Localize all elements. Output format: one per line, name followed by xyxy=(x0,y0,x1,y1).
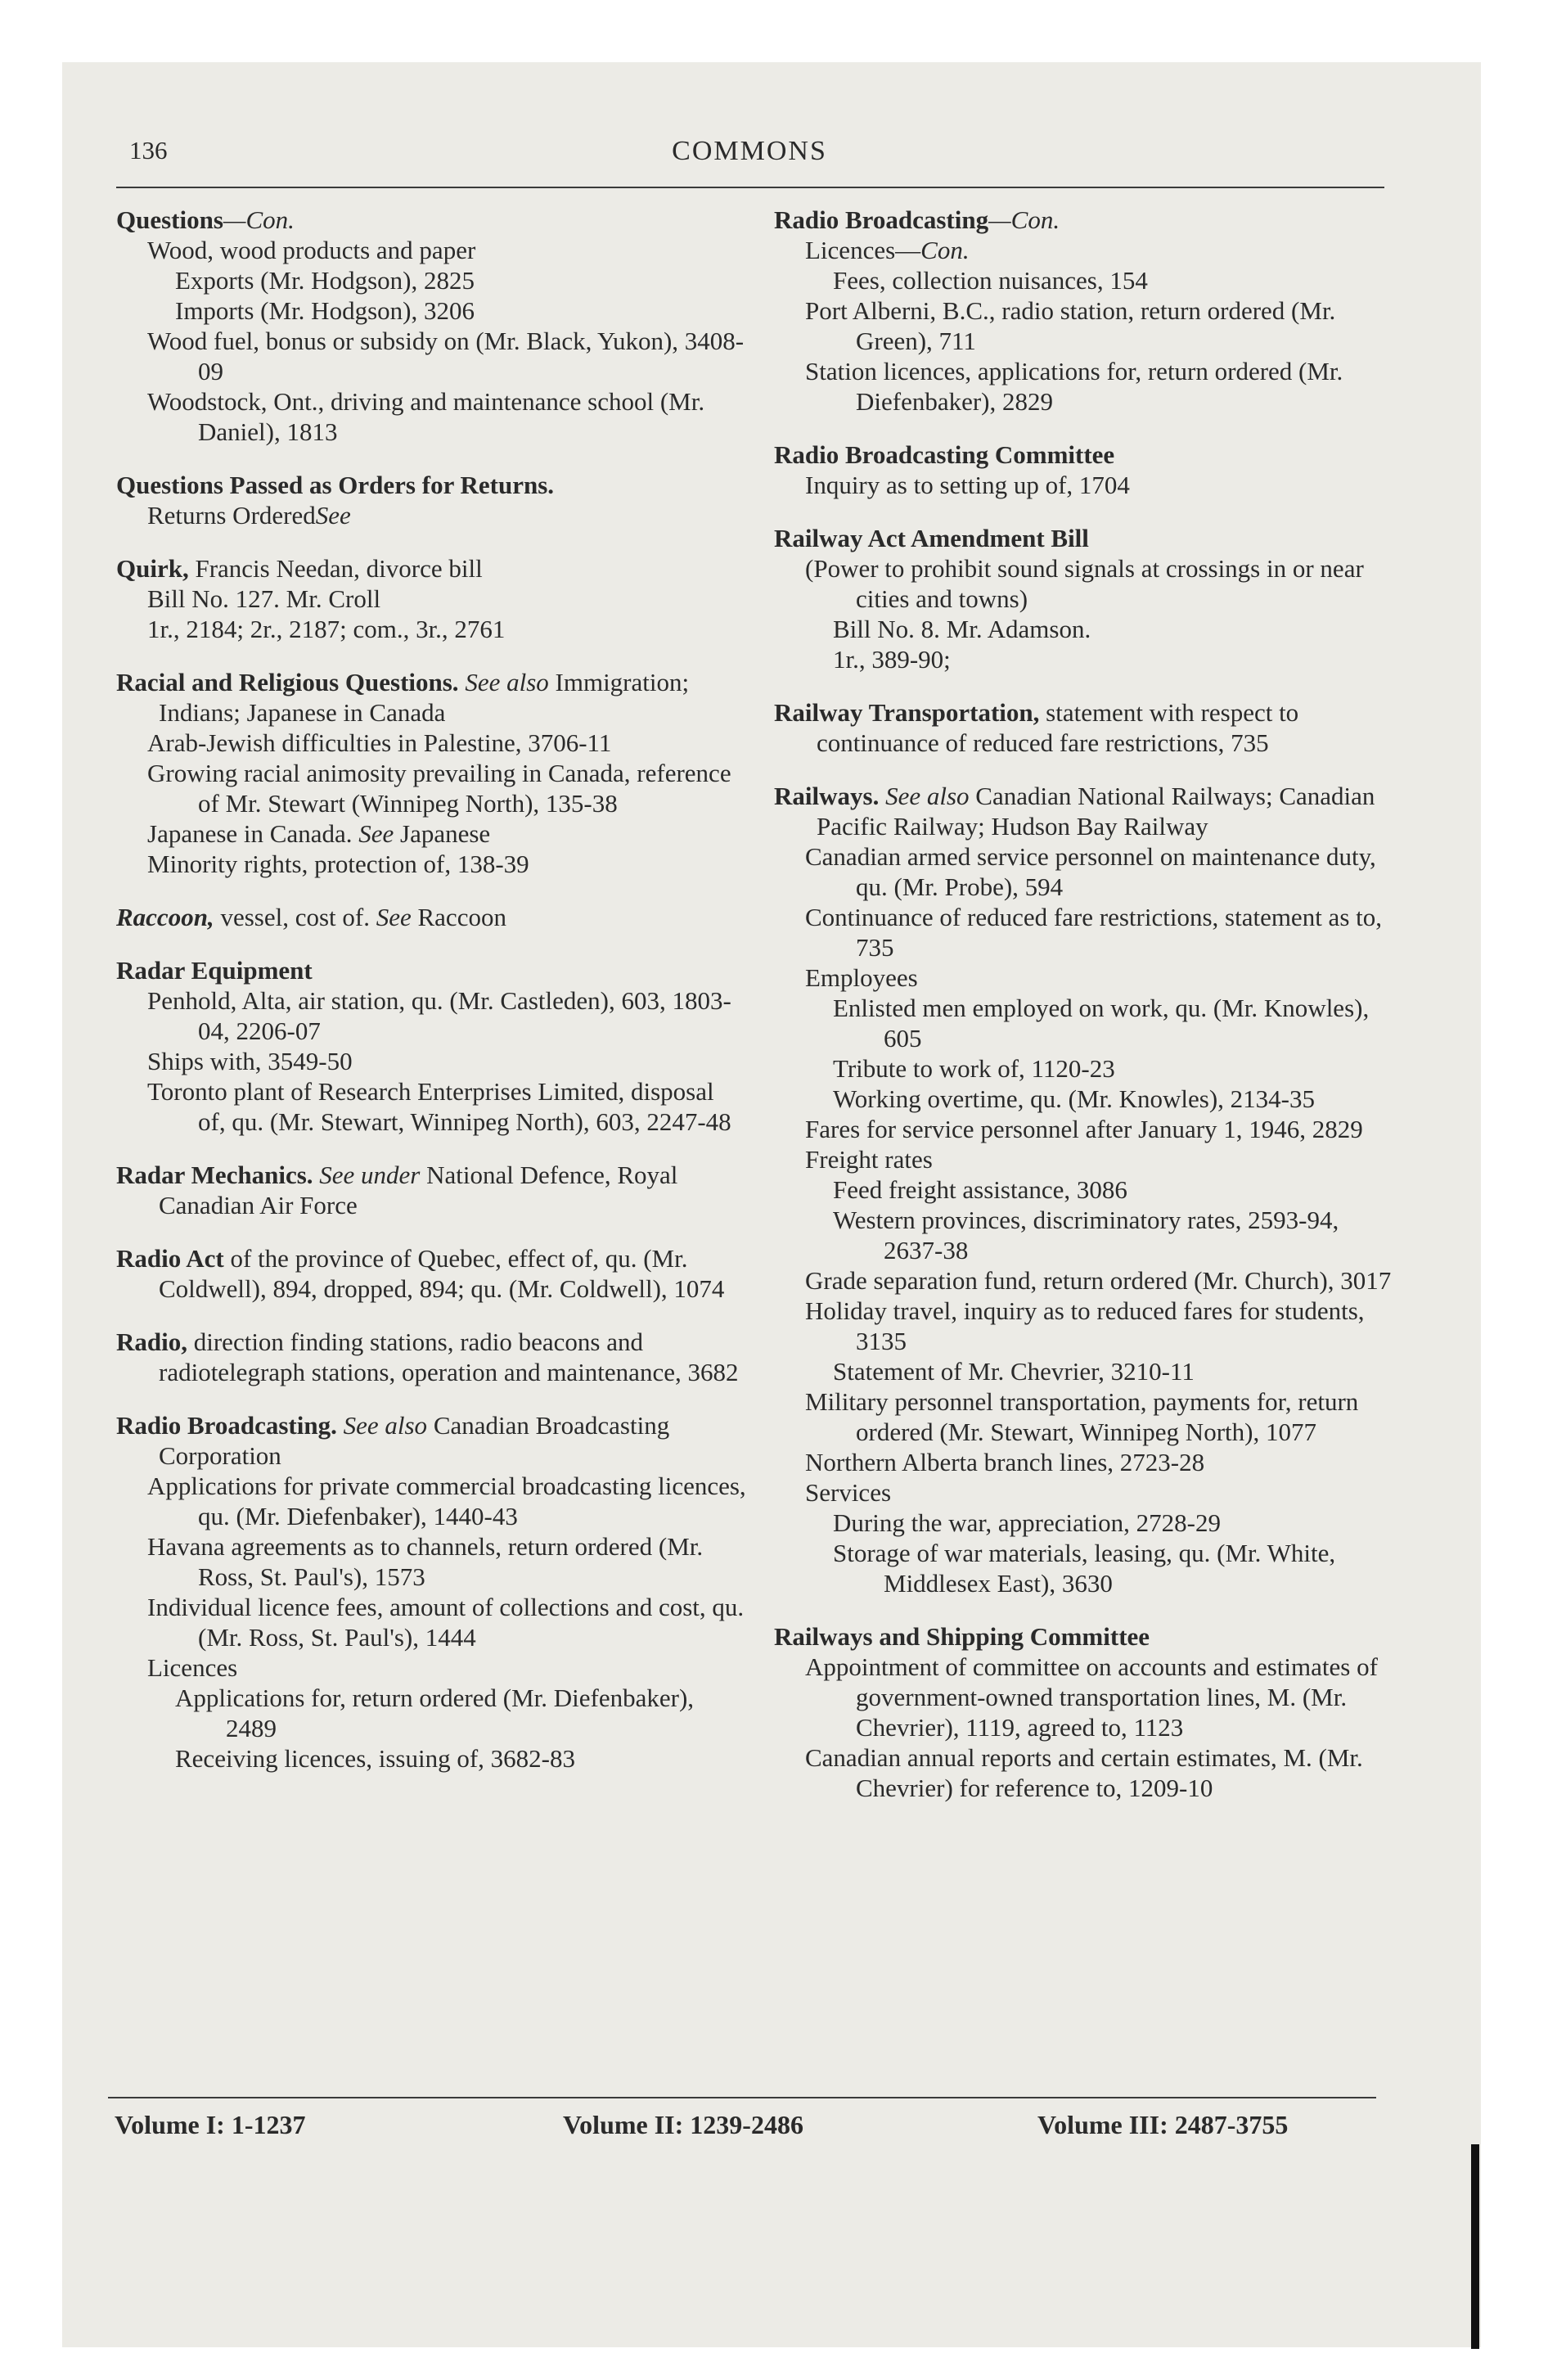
index-entry xyxy=(116,667,746,879)
heading-text: direction finding stations, radio beacons and radiotelegraph stations, operation and maintenance, 3682 xyxy=(159,1327,739,1386)
subentry-text: Feed freight assistance, 3086 xyxy=(833,1175,1127,1204)
subentry-text: Returns Ordered xyxy=(147,501,316,530)
heading-term: Questions Passed as Orders for Returns. xyxy=(116,471,555,499)
subentry xyxy=(116,1652,746,1683)
subentry xyxy=(116,1743,746,1774)
running-title: COMMONS xyxy=(672,136,827,166)
subentry-text: Woodstock, Ont., driving and maintenance school (Mr. Daniel), 1813 xyxy=(147,387,705,446)
heading-term: Radio, xyxy=(116,1327,187,1356)
subentry-text: Port Alberni, B.C., radio station, return ordered (Mr. Green), 711 xyxy=(805,296,1336,355)
subentry xyxy=(116,584,746,614)
subentry-text: Minority rights, protection of, 138-39 xyxy=(147,850,529,878)
heading-text: Raccoon xyxy=(411,903,506,931)
subentry xyxy=(774,1538,1404,1598)
see-reference: See also xyxy=(458,668,549,696)
subentry-text: Bill No. 127. Mr. Croll xyxy=(147,584,381,613)
subentry xyxy=(116,758,746,818)
subentry-text: Exports (Mr. Hodgson), 2825 xyxy=(175,266,475,295)
subentry xyxy=(774,356,1404,417)
page-number: 136 xyxy=(129,136,168,165)
subentry xyxy=(116,1471,746,1531)
see-reference: See also xyxy=(336,1411,428,1440)
index-entry xyxy=(116,205,746,447)
heading-text: Francis Needan, divorce bill xyxy=(188,554,483,583)
subentry xyxy=(774,1084,1404,1114)
subentry xyxy=(774,1447,1404,1477)
heading-term: Raccoon, xyxy=(116,903,214,931)
subentry-text: Statement of Mr. Chevrier, 3210-11 xyxy=(833,1357,1195,1386)
entry-heading xyxy=(116,553,746,584)
subentry-text: Freight rates xyxy=(805,1145,933,1174)
subentry xyxy=(774,265,1404,295)
entry-heading xyxy=(116,1160,746,1220)
subentry xyxy=(774,1508,1404,1538)
subentry xyxy=(116,1683,746,1743)
heading-term: Radio Broadcasting. xyxy=(116,1411,337,1440)
subentry-text: (Power to prohibit sound signals at crossings in or near cities and towns) xyxy=(805,554,1364,613)
heading-text: Immigration; Indians; Japanese in Canada xyxy=(159,668,690,727)
subentry-text: Toronto plant of Research Enterprises Limited, disposal of, qu. (Mr. Stewart, Winnipeg North), 603, 2247-48 xyxy=(147,1077,731,1136)
heading-term: Railway Transportation, xyxy=(774,698,1040,727)
subentry xyxy=(774,1174,1404,1205)
subentry xyxy=(116,500,746,530)
subentry-text: Services xyxy=(805,1478,892,1507)
heading-term: Radio Broadcasting xyxy=(774,205,989,234)
subentry xyxy=(116,295,746,326)
heading-term: Radio Act xyxy=(116,1244,224,1273)
volume-1-range: Volume I: 1-1237 xyxy=(115,2110,306,2139)
subentry-text: Applications for, return ordered (Mr. Diefenbaker), 2489 xyxy=(175,1684,695,1742)
subentry-text: Holiday travel, inquiry as to reduced fares for students, 3135 xyxy=(805,1296,1365,1355)
subentry-text: Fares for service personnel after January 1, 1946, 2829 xyxy=(805,1115,1363,1143)
subentry-text: Tribute to work of, 1120-23 xyxy=(833,1054,1115,1083)
entry-heading xyxy=(774,439,1404,470)
subentry xyxy=(774,1652,1404,1742)
entry-heading xyxy=(774,781,1404,841)
subentry-text: Northern Alberta branch lines, 2723-28 xyxy=(805,1448,1205,1476)
subentry-text: Fees, collection nuisances, 154 xyxy=(833,266,1148,295)
heading-text: Canadian National Railways; Canadian Pacific Railway; Hudson Bay Railway xyxy=(817,782,1375,841)
subentry-text: Canadian annual reports and certain estimates, M. (Mr. Chevrier) for reference to, 1209-10 xyxy=(805,1743,1363,1802)
continued-marker: —Con. xyxy=(988,205,1060,234)
subentry-text: Canadian armed service personnel on maintenance duty, qu. (Mr. Probe), 594 xyxy=(805,842,1376,901)
entry-heading xyxy=(116,667,746,728)
subentry xyxy=(774,470,1404,500)
subentry-text: Imports (Mr. Hodgson), 3206 xyxy=(175,296,475,325)
subentry xyxy=(774,1386,1404,1447)
index-entry xyxy=(116,1327,746,1387)
subentry xyxy=(116,614,746,644)
subentry xyxy=(774,1265,1404,1296)
subentry-text: Military personnel transportation, payments for, return ordered (Mr. Stewart, Winnipeg North), 1077 xyxy=(805,1387,1359,1446)
subentry xyxy=(116,265,746,295)
see-reference: Con. xyxy=(920,236,970,264)
volume-3-range: Volume III: 2487-3755 xyxy=(1037,2110,1289,2139)
index-entry xyxy=(116,1410,746,1774)
subentry-text: 1r., 389-90; xyxy=(833,645,951,674)
entry-heading xyxy=(116,902,746,932)
subentry xyxy=(774,993,1404,1053)
subentry-text: Storage of war materials, leasing, qu. (Mr. White, Middlesex East), 3630 xyxy=(833,1539,1336,1598)
continued-marker: —Con. xyxy=(223,205,295,234)
see-reference: See xyxy=(352,819,394,848)
heading-term: Railway Act Amendment Bill xyxy=(774,524,1089,552)
page-header xyxy=(119,136,1379,185)
heading-text: Canadian Broadcasting Corporation xyxy=(159,1411,670,1470)
subentry xyxy=(774,644,1404,674)
subentry-text: Japanese xyxy=(394,819,491,848)
index-entry xyxy=(116,1160,746,1220)
subentry xyxy=(116,728,746,758)
subentry-text: Working overtime, qu. (Mr. Knowles), 2134-35 xyxy=(833,1084,1315,1113)
subentry-text: Licences— xyxy=(805,236,921,264)
see-reference: See xyxy=(315,501,351,530)
subentry-text: Ships with, 3549-50 xyxy=(147,1047,353,1075)
subentry xyxy=(774,614,1404,644)
entry-heading xyxy=(116,205,746,235)
index-entry xyxy=(116,553,746,644)
subentry xyxy=(774,1053,1404,1084)
heading-text: of the province of Quebec, effect of, qu. (Mr. Coldwell), 894, dropped, 894; qu. (Mr. Coldwell), 1074 xyxy=(159,1244,725,1303)
index-entry xyxy=(774,439,1404,500)
entry-heading xyxy=(116,1243,746,1304)
heading-term: Radar Mechanics. xyxy=(116,1161,313,1189)
subentry xyxy=(774,553,1404,614)
heading-term: Railways and Shipping Committee xyxy=(774,1622,1150,1651)
subentry xyxy=(116,1076,746,1137)
subentry xyxy=(774,1477,1404,1508)
heading-term: Railways. xyxy=(774,782,880,810)
heading-text: statement with respect to continuance of reduced fare restrictions, 735 xyxy=(817,698,1299,757)
subentry-text: During the war, appreciation, 2728-29 xyxy=(833,1508,1221,1537)
subentry xyxy=(774,962,1404,993)
heading-term: Radio Broadcasting Committee xyxy=(774,440,1115,469)
subentry-text: Western provinces, discriminatory rates, 2593-94, 2637-38 xyxy=(833,1206,1339,1264)
subentry-text: Receiving licences, issuing of, 3682-83 xyxy=(175,1744,576,1773)
page-footer xyxy=(115,2110,1375,2151)
subentry-text: Licences xyxy=(147,1653,238,1682)
subentry xyxy=(774,841,1404,902)
subentry-text: Penhold, Alta, air station, qu. (Mr. Castleden), 603, 1803-04, 2206-07 xyxy=(147,986,731,1045)
subentry-text: 1r., 2184; 2r., 2187; com., 3r., 2761 xyxy=(147,615,506,643)
subentry xyxy=(116,386,746,447)
heading-text: National Defence, Royal Canadian Air Force xyxy=(159,1161,678,1219)
entry-heading xyxy=(774,697,1404,758)
subentry-text: Bill No. 8. Mr. Adamson. xyxy=(833,615,1091,643)
subentry-text: Arab-Jewish difficulties in Palestine, 3706-11 xyxy=(147,728,612,757)
header-rule xyxy=(116,187,1384,188)
index-entry xyxy=(774,205,1404,417)
index-entry xyxy=(116,470,746,530)
subentry-text: Growing racial animosity prevailing in Canada, reference of Mr. Stewart (Winnipeg North), 135-38 xyxy=(147,759,731,818)
subentry xyxy=(116,1592,746,1652)
subentry xyxy=(774,295,1404,356)
subentry xyxy=(116,985,746,1046)
subentry xyxy=(116,1531,746,1592)
see-reference: See xyxy=(369,903,412,931)
subentry xyxy=(774,1114,1404,1144)
volume-2-range: Volume II: 1239-2486 xyxy=(563,2110,803,2139)
entry-heading xyxy=(116,470,746,500)
subentry-text: Continuance of reduced fare restrictions, statement as to, 735 xyxy=(805,903,1382,962)
subentry xyxy=(116,326,746,386)
index-entry xyxy=(774,781,1404,1598)
entry-heading xyxy=(774,1621,1404,1652)
see-reference: See also xyxy=(879,782,970,810)
subentry xyxy=(116,235,746,265)
subentry-text: Japanese in Canada. xyxy=(147,819,353,848)
subentry-text: Enlisted men employed on work, qu. (Mr. Knowles), 605 xyxy=(833,994,1370,1053)
see-reference: See under xyxy=(313,1161,421,1189)
subentry-text: Employees xyxy=(805,963,918,992)
heading-term: Quirk, xyxy=(116,554,189,583)
subentry-text: Applications for private commercial broadcasting licences, qu. (Mr. Diefenbaker), 1440-43 xyxy=(147,1472,746,1530)
index-entry xyxy=(116,902,746,932)
subentry-text: Havana agreements as to channels, return ordered (Mr. Ross, St. Paul's), 1573 xyxy=(147,1532,704,1591)
subentry xyxy=(774,1742,1404,1803)
index-entry xyxy=(774,523,1404,674)
subentry xyxy=(774,1296,1404,1356)
subentry-text: Appointment of committee on accounts and estimates of government-owned transportation lines, M. (Mr. Chevrier), 1119, agreed to, 1123 xyxy=(805,1652,1378,1742)
entry-heading xyxy=(116,1410,746,1471)
subentry-text: Wood, wood products and paper xyxy=(147,236,476,264)
heading-text: vessel, cost of. xyxy=(214,903,370,931)
subentry xyxy=(774,1205,1404,1265)
entry-heading xyxy=(116,955,746,985)
left-column xyxy=(116,205,746,1796)
entry-heading xyxy=(116,1327,746,1387)
subentry xyxy=(774,1356,1404,1386)
subentry xyxy=(116,818,746,849)
entry-heading xyxy=(774,523,1404,553)
right-column xyxy=(774,205,1404,1826)
subentry-text: Individual licence fees, amount of collections and cost, qu. (Mr. Ross, St. Paul's), 1444 xyxy=(147,1593,745,1652)
subentry-text: Station licences, applications for, return ordered (Mr. Diefenbaker), 2829 xyxy=(805,357,1343,416)
subentry xyxy=(116,849,746,879)
index-entry xyxy=(116,1243,746,1304)
entry-heading xyxy=(774,205,1404,235)
heading-term: Racial and Religious Questions. xyxy=(116,668,459,696)
heading-term: Questions xyxy=(116,205,223,234)
subentry-text: Grade separation fund, return ordered (Mr. Church), 3017 xyxy=(805,1266,1392,1295)
index-entry xyxy=(774,697,1404,758)
subentry xyxy=(774,235,1404,265)
index-entry xyxy=(774,1621,1404,1803)
subentry-text: Wood fuel, bonus or subsidy on (Mr. Black, Yukon), 3408-09 xyxy=(147,327,745,385)
footer-rule xyxy=(108,2097,1376,2098)
heading-term: Radar Equipment xyxy=(116,956,313,985)
subentry xyxy=(116,1046,746,1076)
subentry xyxy=(774,1144,1404,1174)
subentry-text: Inquiry as to setting up of, 1704 xyxy=(805,471,1130,499)
binding-edge xyxy=(1471,2144,1479,2349)
subentry xyxy=(774,902,1404,962)
index-entry xyxy=(116,955,746,1137)
